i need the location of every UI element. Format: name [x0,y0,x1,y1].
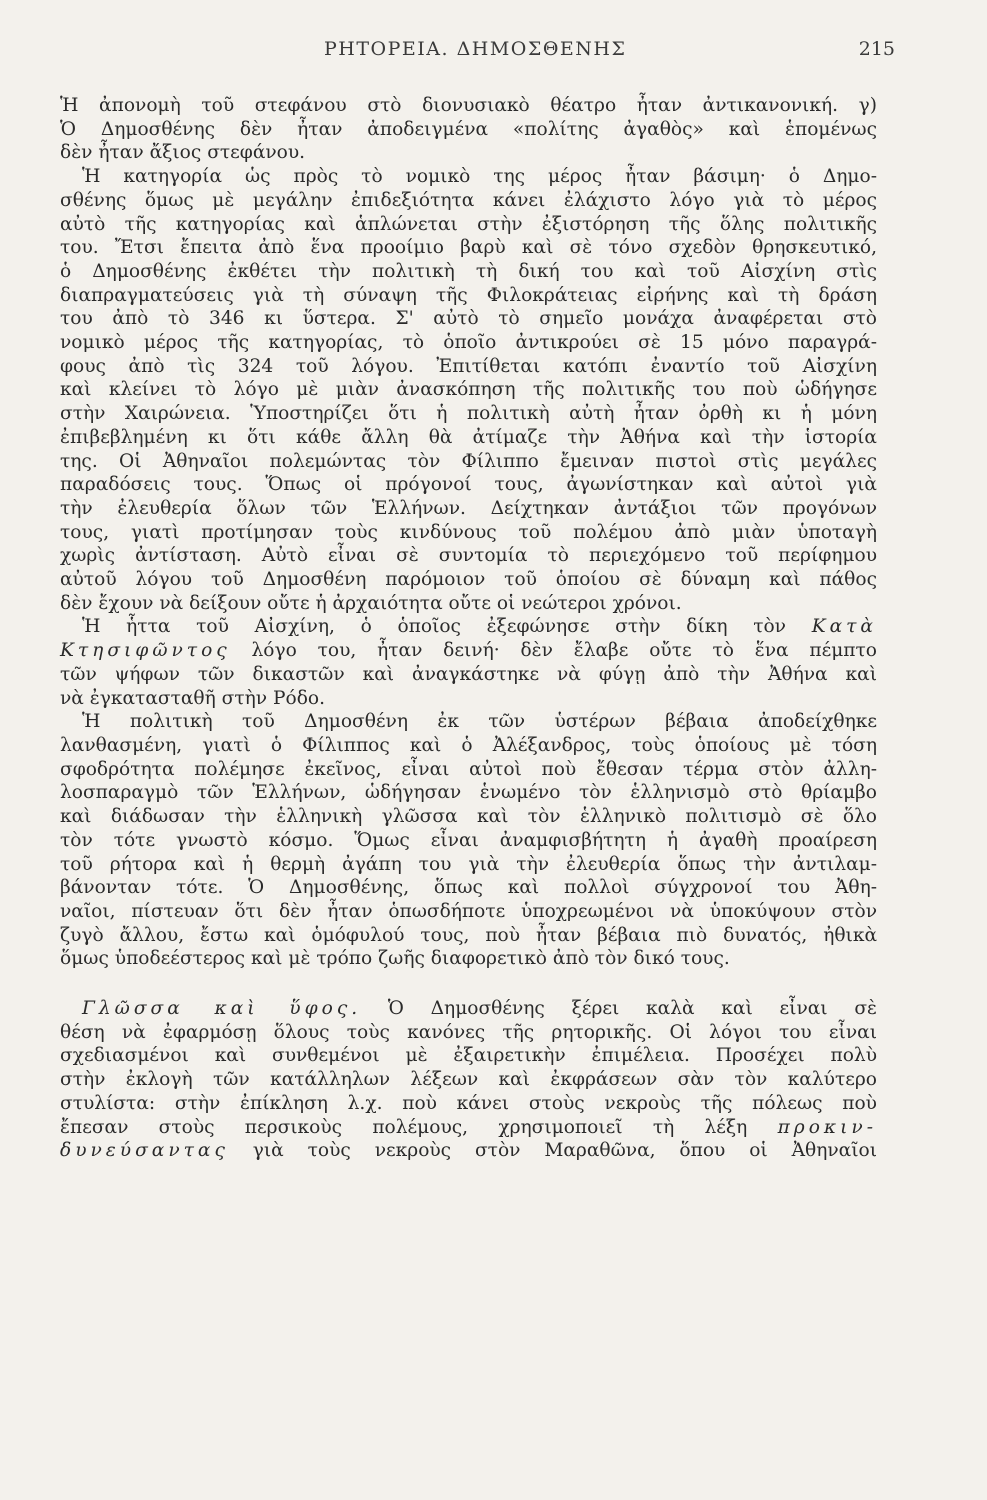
text-line: δὲν ἦταν ἄξιος στεφάνου. [60,142,306,164]
text-line: παραδόσεις τους. Ὅπως οἱ πρόγονοί τους, ἀγωνίστηκαν καὶ αὐτοὶ γιὰ [60,474,877,496]
text-line: τῶν ψήφων τῶν δικαστῶν καὶ ἀναγκάστηκε νὰ φύγῃ ἀπὸ τὴν Ἀθήνα καὶ [60,663,877,685]
text-line: ὅμως ὑποδεέστερος καὶ μὲ τρόπο ζωῆς διαφορετικὸ ἀπὸ τὸν δικό τους. [60,948,730,970]
spaced-word: δυνεύσαντας [60,1140,229,1162]
running-head [60,38,895,86]
text-line [60,997,877,1021]
text-line: διαπραγματεύσεις γιὰ τὴ σύναψη τῆς Φιλοκράτειας εἰρήνης καὶ τὴ δράση [60,284,877,306]
spaced-word: προκιν- [777,1116,877,1138]
text-line: καὶ διάδωσαν τὴν ἑλληνικὴ γλῶσσα καὶ τὸν ἑλληνικὸ πολιτισμὸ σὲ ὅλο [60,806,877,828]
text-line: τοῦ ρήτορα καὶ ἡ θερμὴ ἀγάπη του γιὰ τὴν ἐλευθερία ὅπως τὴν ἀντιλαμ- [60,853,877,875]
running-title: ΡΗΤΟΡΕΙΑ. ΔΗΜΟΣΘΕΝΗΣ [324,38,627,60]
body-text [60,94,877,1163]
text-line: στὴν ἐκλογὴ τῶν κατάλληλων λέξεων καὶ ἐκφράσεων σὰν τὸν καλύτερο [60,1069,877,1091]
text-line: αὐτὸ τῆς κατηγορίας καὶ ἁπλώνεται στὴν ἐξιστόρηση τῆς ὅλης πολιτικῆς [60,213,877,235]
text-line: δὲν ἔχουν νὰ δείξουν οὔτε ἡ ἀρχαιότητα οὔτε οἱ νεώτεροι χρόνοι. [60,592,682,614]
line-text: γιὰ τοὺς νεκροὺς στὸν Μαραθῶνα, ὅπου οἱ Ἀθηναῖοι [252,1140,877,1162]
text-line: ναῖοι, πίστευαν ὅτι δὲν ἦταν ὁπωσδήποτε ὑποχρεωμένοι νὰ ὑποκύψουν στὸν [60,900,877,922]
text-line: σφοδρότητα πολέμησε ἐκεῖνος, εἶναι αὐτοὶ ποὺ ἔθεσαν τέρμα στὸν ἀλλη- [60,758,877,780]
text-line: αὐτοῦ λόγου τοῦ Δημοσθένη παρόμοιον τοῦ ὁποίου σὲ δύναμη καὶ πάθος [60,569,877,591]
text-line: τὸν τότε γνωστὸ κόσμο. Ὅμως εἶναι ἀναμφισβήτητη ἡ ἀγαθὴ προαίρεση [60,829,877,851]
text-line: Ἡ πολιτικὴ τοῦ Δημοσθένη ἐκ τῶν ὑστέρων βέβαια ἀποδείχθηκε [82,711,877,733]
section-gap [60,971,877,997]
text-line: ὁ Δημοσθένης ἐκθέτει τὴν πολιτικὴ τὴ δική του καὶ τοῦ Αἰσχίνη στὶς [60,260,877,282]
text-line: νομικὸ μέρος τῆς κατηγορίας, τὸ ὁποῖο ἀντικρούει σὲ 15 μόνο παραγρά- [60,332,877,354]
line-text: λόγο του, ἦταν δεινή· δὲν ἔλαβε οὔτε τὸ ἕνα πέμπτο [251,640,877,662]
text-line [60,639,877,663]
spaced-title: Κατὰ [811,616,877,638]
text-line: Ὁ Δημοσθένης δὲν ἦταν ἀποδειγμένα «πολίτης ἀγαθὸς» καὶ ἑπομένως [60,118,877,140]
text-line: λανθασμένη, γιατὶ ὁ Φίλιππος καὶ ὁ Ἀλέξανδρος, τοὺς ὁποίους μὲ τόση [60,734,877,756]
line-text: Ὁ Δημοσθένης ξέρει καλὰ καὶ εἶναι σὲ [387,998,877,1020]
text-line: του ἀπὸ τὸ 346 κι ὕστερα. Σ' αὐτὸ τὸ σημεῖο μονάχα ἀναφέρεται στὸ [60,308,877,330]
text-line: ἐπιβεβλημένη κι ὅτι κάθε ἄλλη θὰ ἀτίμαζε τὴν Ἀθήνα καὶ τὴν ἱστορία [60,426,877,448]
text-line: στὴν Χαιρώνεια. Ὑποστηρίζει ὅτι ἡ πολιτικὴ αὐτὴ ἦταν ὀρθὴ κι ἡ μόνη [60,403,877,425]
text-line: του. Ἔτσι ἔπειτα ἀπὸ ἕνα προοίμιο βαρὺ καὶ σὲ τόνο σχεδὸν θρησκευτικό, [60,237,877,259]
text-line: νὰ ἐγκατασταθῆ στὴν Ρόδο. [60,687,325,709]
text-line: Ἡ κατηγορία ὡς πρὸς τὸ νομικὸ της μέρος ἦταν βάσιμη· ὁ Δημο- [82,166,877,188]
line-text: ἔπεσαν στοὺς περσικοὺς πολέμους, χρησιμοποιεῖ τὴ λέξη [60,1116,748,1138]
text-line [60,615,877,639]
text-line: χωρὶς ἀντίσταση. Αὐτὸ εἶναι σὲ συντομία τὸ περιεχόμενο τοῦ περίφημου [60,545,877,567]
text-line: καὶ κλείνει τὸ λόγο μὲ μιὰν ἀνασκόπηση τῆς πολιτικῆς του ποὺ ὡδήγησε [60,379,877,401]
line-text: Ἡ ἧττα τοῦ Αἰσχίνη, ὁ ὁποῖος ἐξεφώνησε στὴν δίκη τὸν [82,616,786,638]
text-line: βάνονταν τότε. Ὁ Δημοσθένης, ὅπως καὶ πολλοὶ σύγχρονοί του Ἀθη- [60,877,877,899]
text-line: ζυγὸ ἄλλου, ἔστω καὶ ὁμόφυλού τους, ποὺ ἦταν βέβαια πιὸ δυνατός, ἠθικὰ [60,924,877,946]
text-line: σχεδιασμένοι καὶ συνθεμένοι μὲ ἐξαιρετικὴν ἐπιμέλεια. Προσέχει πολὺ [60,1045,877,1067]
spaced-title: Κτησιφῶντος [60,640,231,662]
text-line: λοσπαραγμὸ τῶν Ἑλλήνων, ὡδήγησαν ἑνωμένο τὸν ἑλληνισμὸ στὸ θρίαμβο [60,782,877,804]
text-line: τὴν ἐλευθερία ὅλων τῶν Ἑλλήνων. Δείχτηκαν ἀντάξιοι τῶν προγόνων [60,497,877,519]
text-line [60,1116,877,1140]
text-line: θέση νὰ ἐφαρμόσῃ ὅλους τοὺς κανόνες τῆς ρητορικῆς. Οἱ λόγοι του εἶναι [60,1021,877,1043]
text-line: της. Οἱ Ἀθηναῖοι πολεμώντας τὸν Φίλιππο ἔμειναν πιστοὶ στὶς μεγάλες [60,450,877,472]
text-line: Ἡ ἀπονομὴ τοῦ στεφάνου στὸ διονυσιακὸ θέατρο ἦταν ἀντικανονική. γ) [60,95,877,116]
section-heading: Γλῶσσα καὶ ὕφος. [82,998,362,1020]
text-line: τους, γιατὶ προτίμησαν τοὺς κινδύνους τοῦ πολέμου ἀπὸ μιὰν ὑποταγὴ [60,521,877,543]
text-line [60,1139,877,1163]
text-line: σθένης ὅμως μὲ μεγάλην ἐπιδεξιότητα κάνει ἐλάχιστο λόγο γιὰ τὸ μέρος [60,189,877,211]
text-line: φους ἀπὸ τὶς 324 τοῦ λόγου. Ἐπιτίθεται κατόπι ἐναντίο τοῦ Αἰσχίνη [60,355,877,377]
page-number: 215 [858,38,895,60]
text-line: στυλίστα: στὴν ἐπίκληση λ.χ. ποὺ κάνει στοὺς νεκροὺς τῆς πόλεως ποὺ [60,1092,877,1114]
